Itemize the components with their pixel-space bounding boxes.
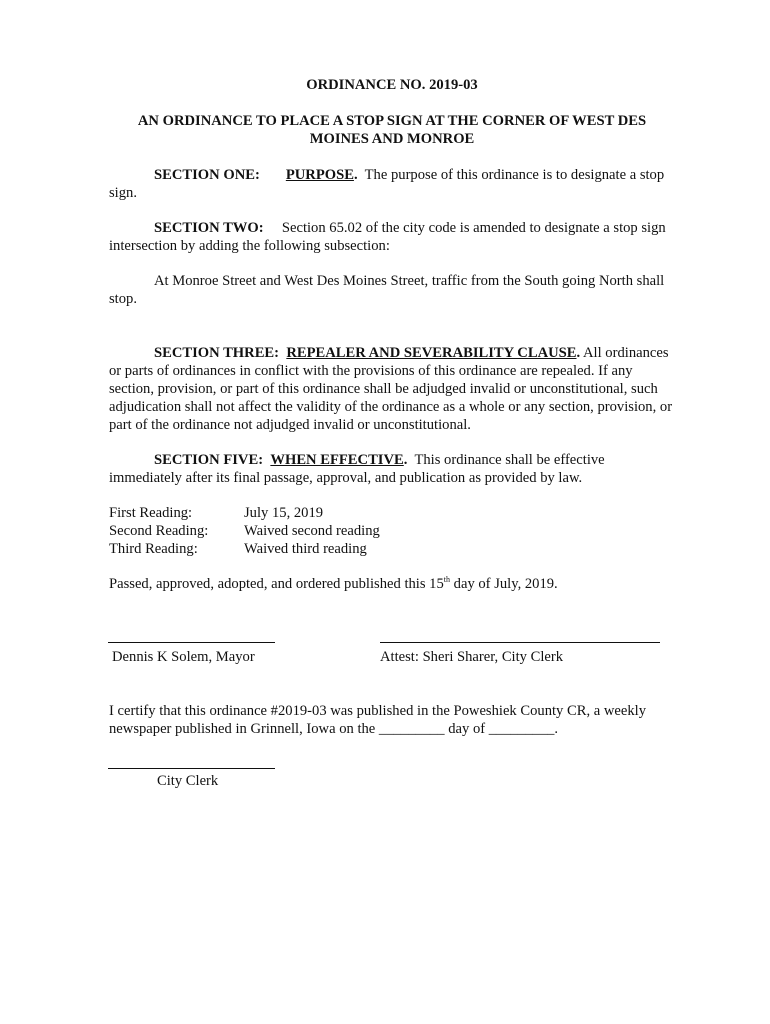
passed-statement [109, 575, 675, 593]
reading-label: Second Reading: [109, 523, 209, 539]
section-one-label: PURPOSE [285, 167, 354, 183]
mayor-name: Dennis K Solem, Mayor [112, 649, 255, 665]
section-five: SECTION FIVE: WHEN EFFECTIVE. This ordinance shall be effective immediately after its final passage, approval, and publication as provided by law. [109, 452, 605, 486]
attest-signature-line [380, 642, 660, 643]
section-one-text: The purpose of this ordinance is to designate a stop sign. [109, 167, 665, 201]
clerk-signature-line [108, 768, 275, 769]
section-three: SECTION THREE: REPEALER AND SEVERABILITY CLAUSE. All ordinances or parts of ordinances in conflict with the provisions of this ordinance are repealed. If any section, provision, or part of this ordinance shall be adjudged invalid or unconstitutional, such adjudication shall not affect the validity of the ordinance as a whole or any section, provision, or part of the ordinance not adjudged invalid or unconstitutional. [109, 345, 673, 433]
passed-text-before: Passed, approved, adopted, and ordered published this 15 [109, 576, 444, 592]
passed-text-after: day of July, 2019. [450, 576, 558, 592]
ordinance-title: ORDINANCE NO. 2019-03 [306, 77, 478, 93]
reading-value: July 15, 2019 [244, 505, 324, 521]
section-three-heading: SECTION THREE: [154, 345, 280, 361]
section-five-text: This ordinance shall be effective immediately after its final passage, approval, and publication as provided by law. [109, 452, 605, 486]
section-three-text: All ordinances or parts of ordinances in conflict with the provisions of this ordinance are repealed. If any section, provision, or part of this ordinance shall be adjudged invalid or unconstitutional, such adjudication shall not affect the validity of the ordinance as a whole or any section, provision, or part of the ordinance not adjudged invalid or unconstitutional. [109, 345, 673, 433]
attest-name: Attest: Sheri Sharer, City Clerk [380, 649, 564, 665]
subtitle-line-1: AN ORDINANCE TO PLACE A STOP SIGN AT THE CORNER OF WEST DES [137, 113, 647, 129]
section-one: SECTION ONE: PURPOSE. The purpose of this ordinance is to designate a stop sign. [109, 167, 665, 201]
section-two-heading: SECTION TWO: [154, 220, 264, 236]
reading-row [109, 522, 669, 540]
subtitle-line-2: MOINES AND MONROE [309, 131, 475, 147]
clerk-signature-label: City Clerk [157, 773, 219, 789]
reading-value: Waived second reading [244, 523, 380, 539]
section-three-label: REPEALER AND SEVERABILITY CLAUSE [286, 345, 577, 361]
mayor-signature-line [108, 642, 275, 643]
section-two [109, 219, 675, 255]
reading-row [109, 504, 669, 522]
certification-statement: I certify that this ordinance #2019-03 was published in the Poweshiek County CR, a weekly newspaper published in Grinnell, Iowa on the _________ day of _________. [109, 703, 647, 737]
reading-label: First Reading: [109, 505, 193, 521]
section-five-label: WHEN EFFECTIVE [270, 452, 404, 468]
reading-value: Waived third reading [244, 541, 367, 557]
section-two-subsection: At Monroe Street and West Des Moines Street, traffic from the South going North shall stop. [109, 273, 665, 307]
reading-row [109, 540, 669, 558]
section-five-heading: SECTION FIVE: [154, 452, 264, 468]
reading-label: Third Reading: [109, 541, 198, 557]
section-two-text: Section 65.02 of the city code is amended to designate a stop sign intersection by adding the following subsection: [109, 220, 666, 254]
passed-ordinal-suffix: th [443, 575, 451, 585]
section-one-heading: SECTION ONE: [154, 167, 260, 183]
ordinance-subtitle [109, 112, 675, 148]
